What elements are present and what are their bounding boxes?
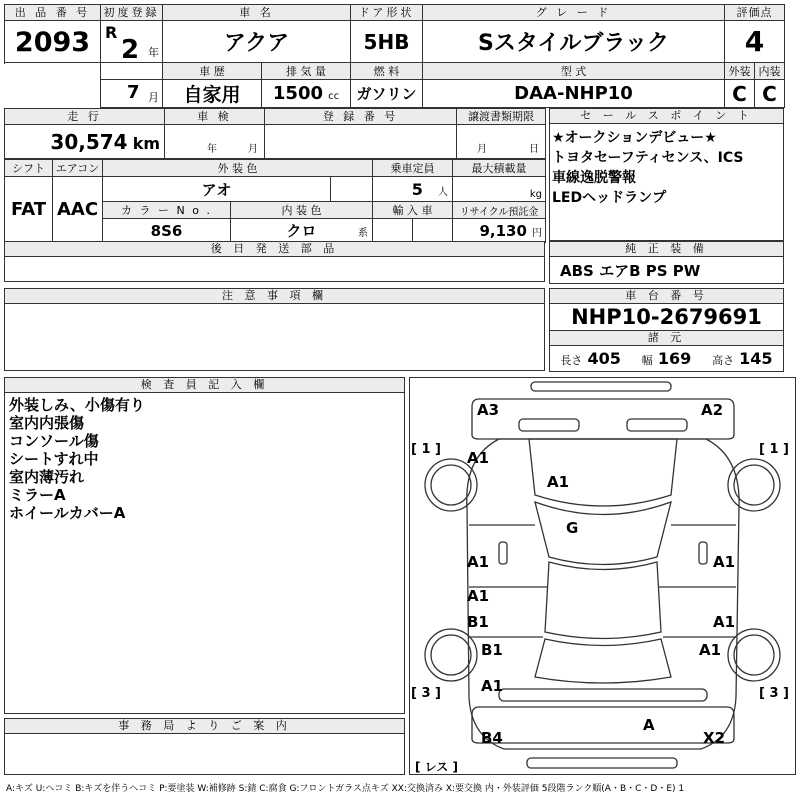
- shift-header: シフト: [5, 160, 53, 177]
- left-headlight: [519, 419, 579, 431]
- car-diagram: [409, 377, 796, 775]
- score-header: 評価点: [725, 5, 785, 21]
- inspector-note-7: ホイールカバーA: [9, 504, 126, 522]
- max-load-header: 最大積載量: [453, 160, 546, 177]
- mileage-cell: [5, 125, 165, 159]
- model-value: DAA-NHP10: [423, 80, 725, 108]
- displacement-unit: cc: [328, 91, 340, 102]
- capacity-unit: 人: [438, 186, 449, 198]
- car-name-header: 車 名: [163, 5, 351, 21]
- genuine-equipment: ABS エアB PS PW: [549, 256, 784, 284]
- mark-spare: [ レス ]: [415, 760, 458, 774]
- grade: Sスタイルブラック: [423, 21, 725, 63]
- sales-point-1: ★オークションデビュー★: [552, 130, 717, 146]
- model-header: 型 式: [423, 63, 725, 80]
- spec-table: [4, 159, 546, 243]
- mark-left-sill: B1: [481, 641, 503, 659]
- inspector-note-1: 外装しみ、小傷有り: [9, 396, 145, 414]
- transfer-header: 譲渡書類期限: [457, 109, 546, 125]
- reg-no-header: 登 録 番 号: [265, 109, 457, 125]
- import-cell-b: [413, 219, 453, 243]
- inspection-month-unit: 月: [248, 144, 258, 155]
- recycle-value: 9,130: [479, 222, 527, 240]
- inspection-cell: [165, 125, 265, 159]
- mark-right-front-bracket: [ 1 ]: [759, 442, 789, 457]
- transfer-day-unit: 日: [529, 144, 539, 155]
- interior-grade: C: [755, 80, 785, 108]
- mark-right-rear-door: A1: [713, 613, 736, 631]
- fuel-value: ガソリン: [351, 80, 423, 108]
- height-label: 高さ: [712, 354, 735, 367]
- color-no-value: 8S6: [103, 219, 231, 243]
- reg-year: 2: [121, 35, 140, 63]
- mark-left-rear-fender: A1: [481, 677, 504, 695]
- aircon-header: エアコン: [53, 160, 103, 177]
- mark-right-rear-fender: A1: [699, 641, 722, 659]
- interior-header: 内装: [755, 63, 785, 80]
- sales-points-box: [549, 123, 784, 241]
- lot-number: 2093: [5, 21, 101, 63]
- recycle-header: リサイクル預託金: [453, 202, 546, 219]
- door-type: 5HB: [351, 21, 423, 63]
- genuine-header: 純 正 装 備: [549, 241, 784, 257]
- caution-box: [4, 303, 545, 371]
- mark-right-front-door: A1: [713, 553, 736, 571]
- inspection-year-unit: 年: [207, 144, 217, 155]
- width-label: 幅: [641, 354, 653, 367]
- overall-score: 4: [725, 21, 785, 63]
- inspector-note-4: シートすれ中: [9, 450, 99, 468]
- recycle-cell: [453, 219, 546, 243]
- displacement-cell: [262, 80, 351, 108]
- ext-color-header: 外 装 色: [103, 160, 373, 177]
- mark-right-rear-bracket: [ 3 ]: [759, 686, 789, 701]
- exterior-grade: C: [725, 80, 755, 108]
- first-reg-header: 初度登録: [101, 5, 163, 21]
- ext-color-value: アオ: [103, 177, 331, 202]
- capacity-cell: [373, 177, 453, 202]
- displacement-header: 排 気 量: [262, 63, 351, 80]
- height-value: 145: [739, 349, 773, 368]
- mark-front-left: A3: [477, 401, 500, 419]
- mileage-value: 30,574: [50, 129, 128, 154]
- roof: [545, 562, 661, 639]
- mark-front-right: A2: [701, 401, 724, 419]
- max-load-cell: [453, 177, 546, 202]
- fuel-header: 燃 料: [351, 63, 423, 80]
- mileage-header: 走 行: [5, 109, 165, 125]
- chassis-header: 車 台 番 号: [549, 288, 784, 304]
- later-parts-header: 後 日 発 送 部 品: [4, 241, 545, 257]
- caution-header: 注 意 事 項 欄: [4, 288, 545, 304]
- front-section: [472, 399, 734, 439]
- mark-left-rear-door-b: B1: [467, 613, 489, 631]
- sales-point-2: トヨタセーフティセンス、ICS: [552, 150, 744, 166]
- aircon-value: AAC: [53, 177, 103, 243]
- grade-header: グ レ ー ド: [423, 5, 725, 21]
- mileage-table: [4, 108, 546, 159]
- history-header: 車 歴: [163, 63, 262, 80]
- shift-value: FAT: [5, 177, 53, 243]
- right-headlight: [627, 419, 687, 431]
- transfer-cell: [457, 125, 546, 159]
- rear-section: [472, 707, 734, 743]
- import-cell-a: [373, 219, 413, 243]
- max-load-unit: kg: [529, 189, 543, 200]
- capacity-value: 5: [411, 179, 423, 199]
- mark-hood: A1: [547, 473, 570, 491]
- legend-text: A:キズ U:ヘコミ B:キズを伴うヘコミ P:要塗装 W:補修跡 S:錆 C:腐食 G:フロントガラス点キズ XX:交換済み X:要交換 内・外装評価 5段階ランク順(A・B・C・D・E) 1: [6, 784, 685, 794]
- mark-left-front-door: A1: [467, 553, 490, 571]
- year-unit: 年: [148, 46, 159, 59]
- inspector-note-2: 室内内張傷: [9, 414, 85, 432]
- header-table: [4, 4, 785, 63]
- mark-rear-right: X2: [703, 729, 726, 747]
- era-letter: R: [105, 23, 118, 42]
- int-color-unit: 系: [358, 228, 369, 239]
- sales-point-3: 車線逸脱警報: [552, 170, 636, 186]
- mileage-unit: km: [132, 133, 160, 153]
- office-box: [4, 733, 405, 775]
- office-header: 事 務 局 よ り ご 案 内: [4, 718, 405, 734]
- mark-rear-center: A: [643, 716, 655, 734]
- capacity-header: 乗車定員: [373, 160, 453, 177]
- reg-month: 7: [127, 82, 140, 103]
- inspector-notes-box: [4, 392, 405, 714]
- import-header: 輸 入 車: [373, 202, 453, 219]
- displacement-value: 1500: [272, 83, 323, 104]
- specs-box: [549, 345, 784, 372]
- first-reg-year: [101, 21, 163, 63]
- specs-header: 諸 元: [549, 330, 784, 346]
- history-value: 自家用: [163, 80, 262, 108]
- int-color-value: クロ: [286, 222, 317, 240]
- width-value: 169: [657, 349, 692, 368]
- inspection-header: 車 検: [165, 109, 265, 125]
- int-color-header: 内 装 色: [231, 202, 373, 219]
- mark-left-rear-bracket: [ 3 ]: [411, 686, 441, 701]
- mark-windshield: G: [566, 519, 579, 537]
- front-bumper-strip: [531, 382, 671, 391]
- mark-left-front-bracket: [ 1 ]: [411, 442, 441, 457]
- rear-plate-strip: [527, 758, 677, 768]
- windshield: [535, 502, 671, 565]
- length-label: 長さ: [560, 354, 583, 367]
- inspector-note-5: 室内薄汚れ: [9, 468, 85, 486]
- exterior-header: 外装: [725, 63, 755, 80]
- length-value: 405: [587, 349, 621, 368]
- color-no-header: カ ラ ー N o .: [103, 202, 231, 219]
- sales-points-header: セ ー ル ス ポ イ ン ト: [549, 108, 784, 124]
- transfer-month-unit: 月: [477, 144, 487, 155]
- rear-bumper-strip: [499, 689, 707, 701]
- inspector-note-3: コンソール傷: [9, 432, 99, 450]
- later-parts-box: [4, 256, 545, 282]
- history-table: [100, 62, 785, 108]
- reg-no-cell: [265, 125, 457, 159]
- car-body: [467, 439, 739, 749]
- recycle-unit: 円: [532, 228, 543, 239]
- car-name: アクア: [163, 21, 351, 63]
- sales-point-4: LEDヘッドランプ: [552, 190, 667, 206]
- mark-left-fender: A1: [467, 449, 490, 467]
- door-header: ドア形状: [351, 5, 423, 21]
- first-reg-month: [101, 80, 163, 108]
- month-unit: 月: [148, 91, 159, 104]
- rear-window: [535, 639, 671, 683]
- chassis-number: NHP10-2679691: [549, 303, 784, 331]
- lot-no-header: 出 品 番 号: [5, 5, 101, 21]
- mark-rear-left: B4: [481, 729, 503, 747]
- inspector-note-6: ミラーA: [9, 486, 66, 504]
- inspector-header: 検 査 員 記 入 欄: [4, 377, 405, 393]
- int-color-cell: [231, 219, 373, 243]
- mark-left-rear-door-a: A1: [467, 587, 490, 605]
